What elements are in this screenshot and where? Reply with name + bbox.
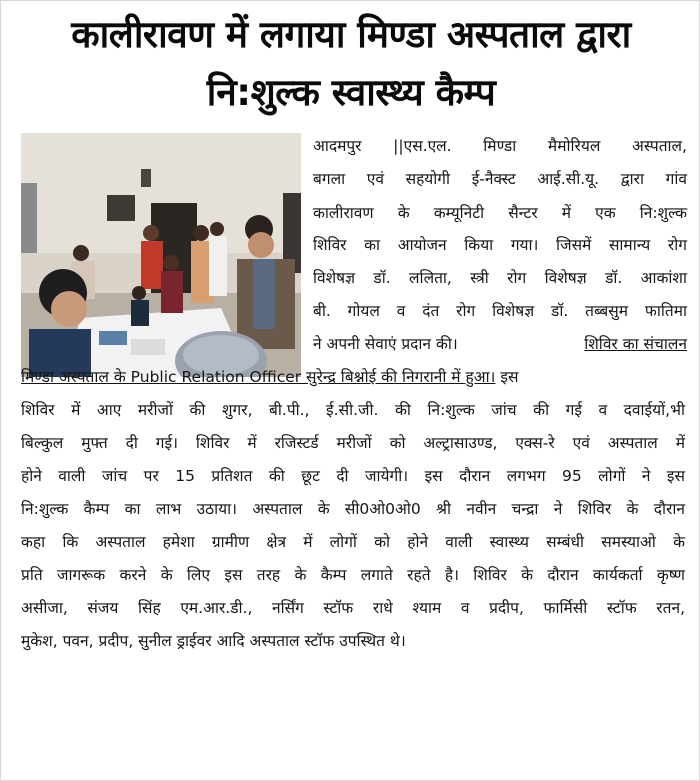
headline-line-2: नि:शुल्क स्वास्थ्य कैम्प xyxy=(206,71,496,114)
article-text: ने अपनी सेवाएं प्रदान की। xyxy=(313,335,458,353)
article-line: कालीरावण के कम्यूनिटी सैन्टर में एक नि:शुल्क xyxy=(313,204,687,222)
article-line xyxy=(21,366,685,388)
article-line: आदमपुर ||एस.एल. मिण्डा मैमोरियल अस्पताल, xyxy=(313,137,687,155)
article-text-underlined: शिविर का संचालन xyxy=(584,335,687,353)
article-line: प्रति जागरूक करने के लिए इस तरह के कैम्प लगाते रहते है। शिविर के दौरान कार्यकर्ता कृष्ण xyxy=(21,566,685,584)
article-line: कहा कि अस्पताल हमेशा ग्रामीण क्षेत्र में लोगों को होने वाली स्वास्थ्य सम्बंधी समस्याओ के xyxy=(21,533,685,551)
article-line xyxy=(313,333,687,355)
photo-illustration xyxy=(21,133,301,377)
article-line: मुकेश, पवन, प्रदीप, सुनील ड्राईवर आदि अस्पताल स्टॉफ उपस्थित थे। xyxy=(21,632,406,650)
article-line: बगला एवं सहयोगी ई-नैक्स्ट आई.सी.यू. द्वारा गांव xyxy=(313,170,687,188)
article-line: नि:शुल्क कैम्प का लाभ उठाया। अस्पताल के सी0ओ0ओ0 श्री नवीन चन्द्रा ने शिविर के दौरान xyxy=(21,500,685,518)
headline-line-1: कालीरावण में लगाया मिण्डा अस्पताल द्वारा xyxy=(71,13,631,56)
article-line: होने वाली जांच पर 15 प्रतिशत की छूट दी जायेगी। इस दौरान लगभग 95 लोगों ने इस xyxy=(21,467,685,485)
article-line: विशेषज्ञ डॉ. ललिता, स्त्री रोग विशेषज्ञ डॉ. आकांशा xyxy=(313,269,687,287)
article-line: असीजा, संजय सिंह एम.आर.डी., नर्सिंग स्टॉफ राधे श्याम व प्रदीप, फार्मिसी स्टॉफ रतन, xyxy=(21,599,685,617)
article-line: बी. गोयल व दंत रोग विशेषज्ञ डॉ. तब्बसुम फातिमा xyxy=(313,302,687,320)
article-line: बिल्कुल मुफ्त दी गई। शिविर में रजिस्टर्ड मरीजों को अल्ट्रासाउण्ड, एक्स-रे एवं अस्पताल में xyxy=(21,434,685,452)
article-text-underlined: मिण्डा अस्पताल के Public Relation Officer सुरेन्द्र बिश्नोई की निगरानी में हुआ। xyxy=(21,368,496,386)
article-line: शिविर में आए मरीजों की शुगर, बी.पी., ई.सी.जी. की नि:शुल्क जांच की गई व दवाईयों,भी xyxy=(21,401,685,419)
article-text: इस xyxy=(495,368,519,386)
article-line: शिविर का आयोजन किया गया। जिसमें सामान्य रोग xyxy=(313,236,687,254)
health-camp-photo xyxy=(21,133,301,377)
